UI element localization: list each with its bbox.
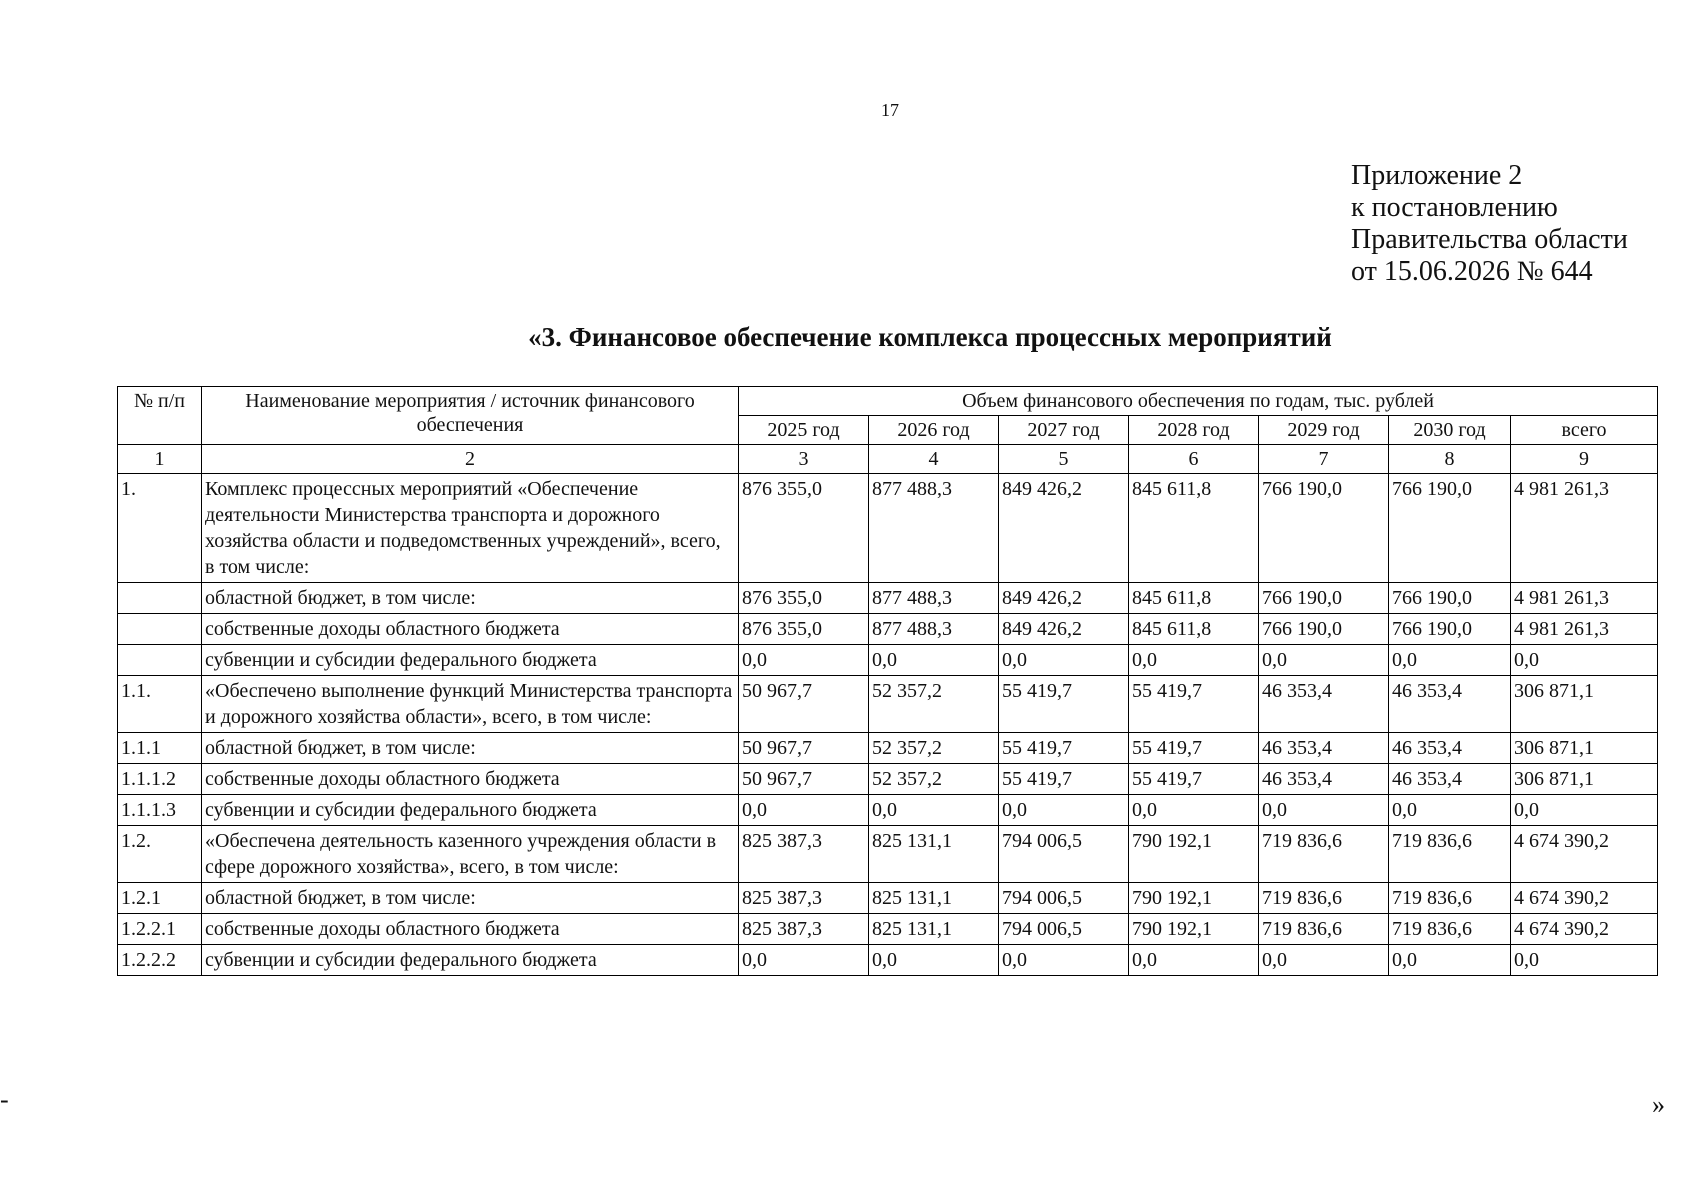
row-year-value: 0,0 — [1389, 795, 1511, 826]
column-index: 8 — [1389, 445, 1511, 474]
row-year-value: 0,0 — [739, 645, 869, 676]
row-total-value: 4 674 390,2 — [1511, 826, 1658, 883]
row-year-value: 0,0 — [739, 945, 869, 976]
row-year-value: 0,0 — [1259, 945, 1389, 976]
row-year-value: 55 419,7 — [999, 676, 1129, 733]
row-year-value: 50 967,7 — [739, 733, 869, 764]
row-total-value: 4 674 390,2 — [1511, 883, 1658, 914]
header-year: 2025 год — [739, 416, 869, 445]
header-num: № п/п — [118, 387, 202, 445]
row-year-value: 849 426,2 — [999, 474, 1129, 583]
header-row-1 — [118, 387, 1658, 416]
appendix-block — [1351, 160, 1628, 288]
row-year-value: 719 836,6 — [1389, 914, 1511, 945]
row-year-value: 46 353,4 — [1389, 676, 1511, 733]
appendix-line-3: Правительства области — [1351, 224, 1628, 255]
row-year-value: 50 967,7 — [739, 676, 869, 733]
table-row — [118, 826, 1658, 883]
row-year-value: 790 192,1 — [1129, 883, 1259, 914]
header-name: Наименование мероприятия / источник финансового обеспечения — [202, 387, 739, 445]
row-year-value: 849 426,2 — [999, 614, 1129, 645]
row-year-value: 719 836,6 — [1259, 914, 1389, 945]
row-year-value: 825 131,1 — [869, 826, 999, 883]
appendix-line-2: к постановлению — [1351, 192, 1558, 223]
row-year-value: 0,0 — [1129, 645, 1259, 676]
row-year-value: 46 353,4 — [1259, 676, 1389, 733]
header-year: 2026 год — [869, 416, 999, 445]
row-number: 1.1.1.3 — [118, 795, 202, 826]
row-number — [118, 645, 202, 676]
row-year-value: 0,0 — [1259, 645, 1389, 676]
column-index: 2 — [202, 445, 739, 474]
row-year-value: 794 006,5 — [999, 826, 1129, 883]
row-year-value: 46 353,4 — [1259, 764, 1389, 795]
margin-dash: - — [0, 1085, 9, 1114]
page-number: 17 — [881, 100, 899, 120]
table-row — [118, 645, 1658, 676]
row-year-value: 825 387,3 — [739, 914, 869, 945]
row-year-value: 0,0 — [1389, 945, 1511, 976]
row-number: 1.2.1 — [118, 883, 202, 914]
row-name: субвенции и субсидии федерального бюджета — [202, 945, 739, 976]
row-year-value: 794 006,5 — [999, 883, 1129, 914]
row-year-value: 0,0 — [999, 945, 1129, 976]
row-year-value: 845 611,8 — [1129, 614, 1259, 645]
column-index: 6 — [1129, 445, 1259, 474]
row-number: 1.2. — [118, 826, 202, 883]
table-row — [118, 883, 1658, 914]
row-year-value: 825 131,1 — [869, 914, 999, 945]
row-number: 1.1.1.2 — [118, 764, 202, 795]
row-total-value: 306 871,1 — [1511, 733, 1658, 764]
row-year-value: 46 353,4 — [1389, 764, 1511, 795]
row-year-value: 0,0 — [1389, 645, 1511, 676]
row-total-value: 4 981 261,3 — [1511, 583, 1658, 614]
table-row — [118, 764, 1658, 795]
row-name: собственные доходы областного бюджета — [202, 764, 739, 795]
row-name: субвенции и субсидии федерального бюджета — [202, 645, 739, 676]
row-year-value: 876 355,0 — [739, 474, 869, 583]
row-year-value: 849 426,2 — [999, 583, 1129, 614]
row-year-value: 46 353,4 — [1389, 733, 1511, 764]
column-index: 4 — [869, 445, 999, 474]
row-year-value: 46 353,4 — [1259, 733, 1389, 764]
row-year-value: 845 611,8 — [1129, 474, 1259, 583]
row-year-value: 790 192,1 — [1129, 826, 1259, 883]
row-year-value: 0,0 — [739, 795, 869, 826]
row-number — [118, 614, 202, 645]
row-number: 1.1. — [118, 676, 202, 733]
row-year-value: 719 836,6 — [1389, 826, 1511, 883]
table-row — [118, 914, 1658, 945]
column-index: 9 — [1511, 445, 1658, 474]
table-row — [118, 733, 1658, 764]
row-year-value: 55 419,7 — [999, 764, 1129, 795]
header-total: всего — [1511, 416, 1658, 445]
row-number: 1. — [118, 474, 202, 583]
header-year: 2030 год — [1389, 416, 1511, 445]
row-year-value: 876 355,0 — [739, 614, 869, 645]
row-year-value: 766 190,0 — [1259, 583, 1389, 614]
header-year: 2028 год — [1129, 416, 1259, 445]
row-name: собственные доходы областного бюджета — [202, 614, 739, 645]
row-name: Комплекс процессных мероприятий «Обеспечение деятельности Министерства транспорта и дорожного хозяйства области и подведомственных учреждений», всего, в том числе: — [202, 474, 739, 583]
row-name: собственные доходы областного бюджета — [202, 914, 739, 945]
row-name: областной бюджет, в том числе: — [202, 733, 739, 764]
table-row — [118, 474, 1658, 583]
row-year-value: 55 419,7 — [1129, 733, 1259, 764]
row-year-value: 55 419,7 — [999, 733, 1129, 764]
row-year-value: 825 387,3 — [739, 826, 869, 883]
row-year-value: 877 488,3 — [869, 614, 999, 645]
closing-quote: » — [1652, 1090, 1665, 1119]
table-row — [118, 795, 1658, 826]
row-year-value: 766 190,0 — [1389, 583, 1511, 614]
row-year-value: 0,0 — [1259, 795, 1389, 826]
row-year-value: 55 419,7 — [1129, 764, 1259, 795]
row-year-value: 0,0 — [1129, 945, 1259, 976]
header-year: 2027 год — [999, 416, 1129, 445]
appendix-line-4: от 15.06.2026 № 644 — [1351, 256, 1593, 287]
row-number: 1.2.2.1 — [118, 914, 202, 945]
row-total-value: 4 674 390,2 — [1511, 914, 1658, 945]
row-year-value: 825 387,3 — [739, 883, 869, 914]
row-year-value: 766 190,0 — [1389, 474, 1511, 583]
row-number: 1.2.2.2 — [118, 945, 202, 976]
row-year-value: 877 488,3 — [869, 474, 999, 583]
column-index: 5 — [999, 445, 1129, 474]
row-total-value: 306 871,1 — [1511, 676, 1658, 733]
row-year-value: 794 006,5 — [999, 914, 1129, 945]
table-row — [118, 676, 1658, 733]
row-year-value: 790 192,1 — [1129, 914, 1259, 945]
row-year-value: 719 836,6 — [1389, 883, 1511, 914]
row-year-value: 0,0 — [1129, 795, 1259, 826]
row-total-value: 0,0 — [1511, 645, 1658, 676]
table-row — [118, 583, 1658, 614]
header-year: 2029 год — [1259, 416, 1389, 445]
table-row — [118, 614, 1658, 645]
row-name: «Обеспечена деятельность казенного учреждения области в сфере дорожного хозяйства», всего, в том числе: — [202, 826, 739, 883]
row-year-value: 719 836,6 — [1259, 826, 1389, 883]
row-year-value: 719 836,6 — [1259, 883, 1389, 914]
row-total-value: 306 871,1 — [1511, 764, 1658, 795]
row-total-value: 0,0 — [1511, 795, 1658, 826]
row-year-value: 876 355,0 — [739, 583, 869, 614]
column-index: 1 — [118, 445, 202, 474]
row-year-value: 766 190,0 — [1259, 474, 1389, 583]
column-index: 7 — [1259, 445, 1389, 474]
row-year-value: 766 190,0 — [1259, 614, 1389, 645]
row-year-value: 0,0 — [999, 645, 1129, 676]
row-total-value: 4 981 261,3 — [1511, 474, 1658, 583]
row-year-value: 50 967,7 — [739, 764, 869, 795]
row-number — [118, 583, 202, 614]
table-row — [118, 945, 1658, 976]
row-year-value: 0,0 — [869, 645, 999, 676]
row-year-value: 766 190,0 — [1389, 614, 1511, 645]
row-name: областной бюджет, в том числе: — [202, 583, 739, 614]
header-volume: Объем финансового обеспечения по годам, тыс. рублей — [739, 387, 1658, 416]
row-name: «Обеспечено выполнение функций Министерства транспорта и дорожного хозяйства области», всего, в том числе: — [202, 676, 739, 733]
row-year-value: 845 611,8 — [1129, 583, 1259, 614]
appendix-line-1: Приложение 2 — [1351, 160, 1523, 191]
column-index-row — [118, 445, 1658, 474]
table-body — [118, 474, 1658, 976]
column-index: 3 — [739, 445, 869, 474]
row-year-value: 52 357,2 — [869, 733, 999, 764]
row-total-value: 4 981 261,3 — [1511, 614, 1658, 645]
row-year-value: 0,0 — [869, 795, 999, 826]
row-number: 1.1.1 — [118, 733, 202, 764]
financing-table — [117, 386, 1658, 976]
row-year-value: 877 488,3 — [869, 583, 999, 614]
row-year-value: 52 357,2 — [869, 676, 999, 733]
row-year-value: 825 131,1 — [869, 883, 999, 914]
row-name: субвенции и субсидии федерального бюджета — [202, 795, 739, 826]
row-year-value: 55 419,7 — [1129, 676, 1259, 733]
row-year-value: 52 357,2 — [869, 764, 999, 795]
row-year-value: 0,0 — [999, 795, 1129, 826]
document-title: «3. Финансовое обеспечение комплекса процессных мероприятий — [528, 322, 1332, 352]
financing-table-container — [117, 386, 1657, 976]
row-year-value: 0,0 — [869, 945, 999, 976]
row-total-value: 0,0 — [1511, 945, 1658, 976]
row-name: областной бюджет, в том числе: — [202, 883, 739, 914]
